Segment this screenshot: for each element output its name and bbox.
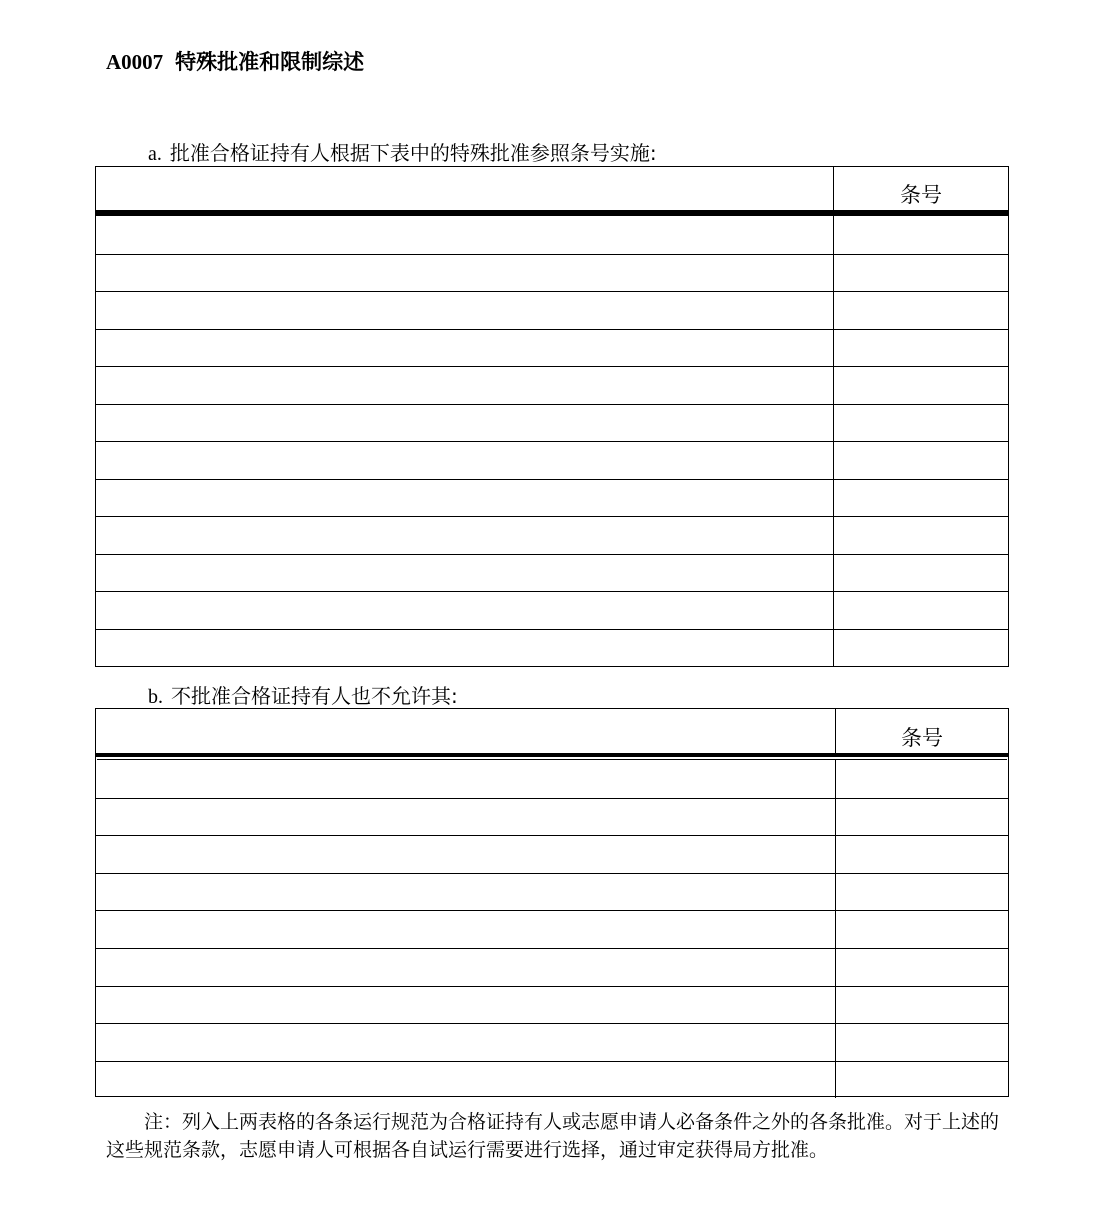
description-cell — [96, 987, 836, 1024]
number-cell — [835, 911, 1008, 948]
description-cell — [96, 949, 836, 986]
section-b-label — [148, 680, 458, 709]
document-code: A0007 — [106, 50, 164, 74]
table-row — [96, 1061, 1008, 1099]
header-description-cell — [96, 709, 836, 753]
section-a-text: 批准合格证持有人根据下表中的特殊批准参照条号实施: — [169, 141, 657, 165]
table-row — [96, 1023, 1008, 1061]
number-cell — [833, 292, 1008, 329]
table-row — [96, 216, 1008, 254]
number-cell — [833, 480, 1008, 517]
number-cell — [835, 760, 1008, 798]
table-row — [96, 910, 1008, 948]
table-body — [96, 216, 1008, 666]
table-row — [96, 873, 1008, 911]
description-cell — [96, 555, 834, 592]
number-cell — [833, 405, 1008, 442]
number-cell — [835, 1062, 1008, 1099]
table-row — [96, 554, 1008, 592]
description-cell — [96, 836, 836, 873]
table-row — [96, 329, 1008, 367]
description-cell — [96, 799, 836, 836]
table-row — [96, 835, 1008, 873]
table-row — [96, 798, 1008, 836]
page-title — [106, 46, 364, 76]
number-cell — [833, 592, 1008, 629]
number-cell — [835, 1024, 1008, 1061]
table-row — [96, 629, 1008, 667]
description-cell — [96, 517, 834, 554]
table-row — [96, 986, 1008, 1024]
description-cell — [96, 592, 834, 629]
header-number-cell: 条号 — [833, 167, 1008, 210]
number-cell — [833, 216, 1008, 254]
number-cell — [833, 442, 1008, 479]
table-header — [96, 167, 1008, 216]
number-cell — [833, 630, 1008, 667]
description-cell — [96, 367, 834, 404]
description-cell — [96, 1062, 836, 1099]
table-row — [96, 404, 1008, 442]
table-row — [96, 760, 1008, 798]
description-cell — [96, 442, 834, 479]
number-cell — [833, 255, 1008, 292]
description-cell — [96, 760, 836, 798]
table-row — [96, 366, 1008, 404]
number-cell — [835, 799, 1008, 836]
table-row — [96, 291, 1008, 329]
description-cell — [96, 480, 834, 517]
table-row — [96, 516, 1008, 554]
prohibitions-table — [95, 708, 1009, 1097]
document-title: 特殊批准和限制综述 — [175, 50, 365, 74]
table-row — [96, 591, 1008, 629]
approvals-table — [95, 166, 1009, 667]
description-cell — [96, 216, 834, 254]
description-cell — [96, 255, 834, 292]
number-cell — [835, 987, 1008, 1024]
number-cell — [835, 949, 1008, 986]
section-b-text: 不批准合格证持有人也不允许其: — [171, 684, 458, 708]
footnote — [106, 1108, 1006, 1164]
description-cell — [96, 330, 834, 367]
table-row — [96, 948, 1008, 986]
description-cell — [96, 405, 834, 442]
section-a-letter: a. — [148, 143, 162, 165]
table-row — [96, 441, 1008, 479]
number-cell — [833, 367, 1008, 404]
table-header — [96, 709, 1008, 757]
table-body — [96, 760, 1008, 1098]
header-description-cell — [96, 167, 834, 210]
description-cell — [96, 630, 834, 667]
table-row — [96, 254, 1008, 292]
number-cell — [835, 874, 1008, 911]
number-cell — [833, 330, 1008, 367]
note-text: 注：列入上两表格的各条运行规范为合格证持有人或志愿申请人必备条件之外的各条批准。对于上述的这些规范条款，志愿申请人可根据各自试运行需要进行选择，通过审定获得局方批准。 — [106, 1111, 1000, 1161]
number-cell — [835, 836, 1008, 873]
table-row — [96, 479, 1008, 517]
description-cell — [96, 911, 836, 948]
header-number-cell: 条号 — [835, 709, 1008, 753]
number-cell — [833, 555, 1008, 592]
description-cell — [96, 874, 836, 911]
number-cell — [833, 517, 1008, 554]
section-a-label — [148, 137, 657, 166]
description-cell — [96, 292, 834, 329]
description-cell — [96, 1024, 836, 1061]
section-b-letter: b. — [148, 686, 163, 708]
